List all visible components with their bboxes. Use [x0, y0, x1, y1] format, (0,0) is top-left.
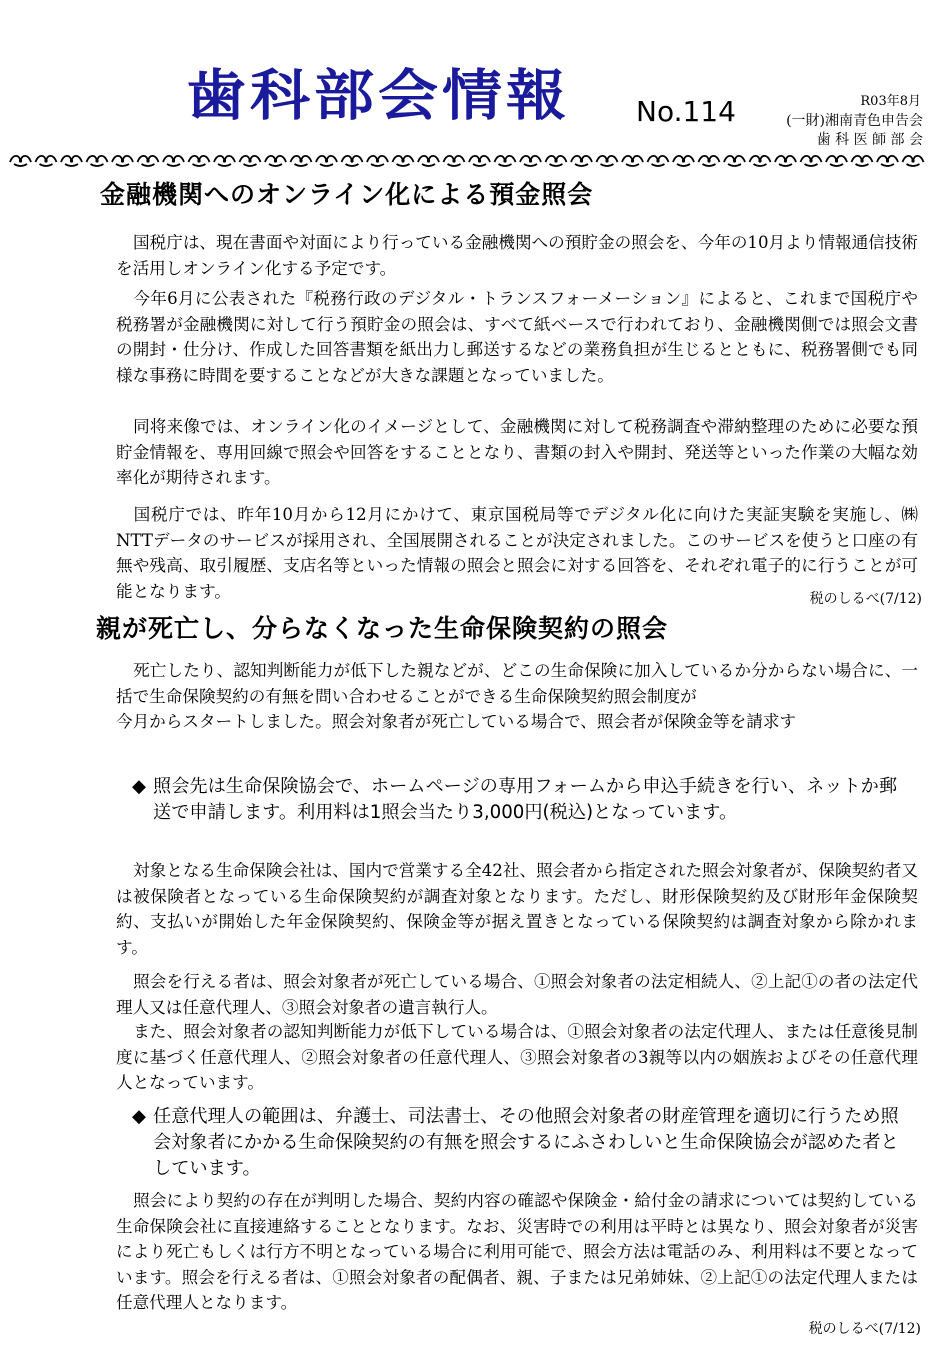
ornament-dot — [146, 159, 149, 162]
ornament-dot — [809, 159, 812, 162]
ornament-dot — [44, 159, 47, 162]
article1-paragraph-4: 国税庁では、昨年10月から12月にかけて、東京国税局等でデジタル化に向けた実証実験を実施し、㈱NTTデータのサービスが採用され、全国展開されることが決定されました。このサービスを使うと口座の有無や残高、取引履歴、支店名等といった情報の照会と照会に対する回答を、それぞれ電子的に行うことが可能となります。 — [116, 505, 918, 601]
ornament-dot — [274, 159, 277, 162]
ornament-dot — [427, 159, 430, 162]
article1-paragraph-3: 同将来像では、オンライン化のイメージとして、金融機関に対して税務調査や滞納整理のために必要な預貯金情報を、専用回線で照会や回答をすることとなり、書類の封入や開封、発送等といった作業の大幅な効率化が期待されます。 — [116, 417, 918, 487]
issue-date: R03年8月 — [860, 94, 921, 109]
ornament-dot — [478, 159, 481, 162]
ornament-dot — [605, 159, 608, 162]
bullet-note-2: ◆ 任意代理人の範囲は、弁護士、司法書士、その他照会対象者の財産管理を適切に行うため照会対象者にかかる生命保険契約の有無を照会するにふさわしいと生命保険協会が認めた者としています。 — [132, 1106, 899, 1179]
ornament-dot — [299, 159, 302, 162]
ornament-dot — [325, 159, 328, 162]
ornament-dot — [784, 159, 787, 162]
ornament-dot — [529, 159, 532, 162]
ornament-dot — [197, 159, 200, 162]
article2-paragraph-companies: 対象となる生命保険会社は、国内で営業する全42社、照会者から指定された照会対象者が、保険契約者又は被保険者となっている生命保険契約が調査対象となります。ただし、財形保険契約及び財形年金保険契約、支払いが開始した年金保険契約、保険金等が据え置きとなっている保険契約は調査対象から除かれます。 — [116, 861, 918, 957]
ornament-dot — [860, 159, 863, 162]
diamond-bullet-icon: ◆ — [132, 1106, 146, 1127]
ornament-dot — [350, 159, 353, 162]
article2-paragraph-who-2: また、照会対象者の認知判断能力が低下している場合は、①照会対象者の法定代理人、または任意後見制度に基づく任意代理人、②照会対象者の任意代理人、③照会対象者の3親等以内の姻族およびその任意代理人となっています。 — [116, 1022, 918, 1092]
article2-paragraph-disaster: 照会により契約の存在が判明した場合、契約内容の確認や保険金・給付金の請求については契約している生命保険会社に直接連絡することとなります。なお、災害時での利用は平時とは異なり、照会対象者が災害により死亡もしくは行方不明となっている場合に利用可能で、照会方法は電話のみ、利用料は不要となっています。照会を行える者は、①照会対象者の配偶者、親、子または兄弟姉妹、②上記①の法定代理人または任意代理人となります。 — [116, 1191, 918, 1312]
ornament-dot — [554, 159, 557, 162]
issue-number: No.114 — [636, 95, 736, 128]
ornament-dot — [401, 159, 404, 162]
ornament-dot — [452, 159, 455, 162]
ornament-dot — [121, 159, 124, 162]
article1-paragraph-1: 国税庁は、現在書面や対面により行っている金融機関への預貯金の照会を、今年の10月より情報通信技術を活用しオンライン化する予定です。 — [116, 233, 918, 278]
organization-name: (一財)湘南青色申告会 — [786, 113, 923, 129]
ornament-dot — [70, 159, 73, 162]
organization — [786, 112, 923, 150]
ornament-dot — [656, 159, 659, 162]
ornament-dot — [95, 159, 98, 162]
ornament-dot — [733, 159, 736, 162]
ornament-dot — [503, 159, 506, 162]
ornament-dot — [835, 159, 838, 162]
bullet-note-1: ◆ 照会先は生命保険協会で、ホームページの専用フォームから申込手続きを行い、ネットか郵送で申請します。利用料は1照会当たり3,000円(税込)となっています。 — [132, 776, 898, 823]
ornament-dot — [886, 159, 889, 162]
ornament-dot — [911, 159, 914, 162]
article2-source: 税のしるべ(7/12) — [808, 1321, 921, 1337]
ornament-dot — [223, 159, 226, 162]
article2-heading: 親が死亡し、分らなくなった生命保険契約の照会 — [96, 614, 669, 643]
ornament-dot — [376, 159, 379, 162]
ornament-dot — [172, 159, 175, 162]
article1-source: 税のしるべ(7/12) — [809, 591, 922, 607]
ornament-dot — [580, 159, 583, 162]
article1-paragraph-2: 今年6月に公表された『税務行政のデジタル・トランスフォーメーション』によると、これまで国税庁や税務署が金融機関に対して行う預貯金の照会は、すべて紙ベースで行われており、金融機関側では照会文書の開封・仕分け、作成した回答書類を紙出力し郵送するなどの業務負担が生じるとともに、税務署側でも同様な事務に時間を要することなどが大きな課題となっていました。 — [116, 289, 918, 385]
ornament-dot — [682, 159, 685, 162]
diamond-bullet-icon: ◆ — [132, 776, 146, 797]
article2-intro: 死亡したり、認知判断能力が低下した親などが、どこの生命保険に加入しているか分からない場合に、一括で生命保険契約の有無を問い合わせることができる生命保険契約照会制度が 今月からスタートしました。照会対象者が死亡している場合で、照会者が保険金等を請求す — [116, 661, 918, 731]
ornament-dot — [758, 159, 761, 162]
ornament-dot — [707, 159, 710, 162]
organization-section: 歯 科 医 師 部 会 — [816, 131, 923, 148]
wave-ornament-icon — [8, 153, 928, 169]
article1-heading: 金融機関へのオンライン化による預金照会 — [100, 180, 594, 209]
ornament-dot — [631, 159, 634, 162]
ornament-dot — [248, 159, 251, 162]
ornament-dot — [19, 159, 22, 162]
article2-paragraph-who-1: 照会を行える者は、照会対象者が死亡している場合、①照会対象者の法定相続人、②上記①の者の法定代理人又は任意代理人、③照会対象者の遺言執行人。 — [116, 972, 918, 1017]
newsletter-title: 歯科部会情報 — [186, 63, 570, 129]
